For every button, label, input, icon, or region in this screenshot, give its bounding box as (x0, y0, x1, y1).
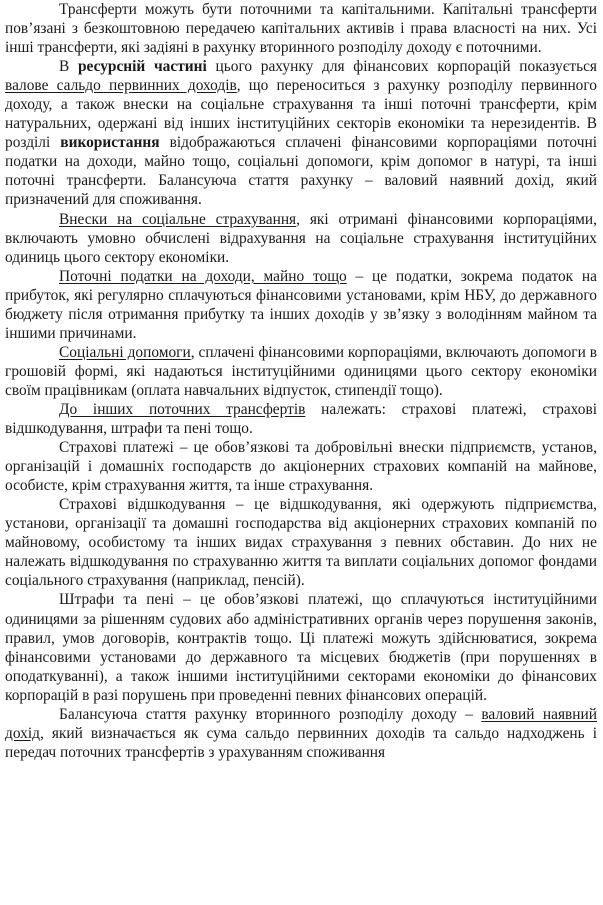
paragraph-text: , які отримані фінансовими корпораціями, включають умовно обчислені відрахування на соціальне страхування інституційних одиниць цього сектору економіки. (5, 210, 597, 266)
paragraph-other-current-transfers (5, 400, 597, 438)
underlined-term: Соціальні допомоги (59, 343, 191, 361)
paragraph-text: належать: страхові платежі, страхові відшкодування, штрафи та пені тощо. (5, 400, 598, 438)
paragraph-transfers-types (5, 0, 597, 57)
paragraph-text: Балансуюча стаття рахунку вторинного розподілу доходу – (59, 705, 482, 723)
paragraph-resource-side (5, 57, 597, 209)
paragraph-text: Страхові платежі – це обов’язкові та добровільні внески підприємств, установ, організацій і домашніх господарств до акціонерних страхових компаній на майнове, особисте, крім страхування життя, та інше страхування. (5, 439, 597, 495)
paragraph-text: В (59, 58, 78, 76)
paragraph-social-contributions (5, 210, 597, 267)
paragraph-text: відображаються сплачені фінансовими корпораціями поточні податки на доходи, майно тощо, соціальні допомоги, крім допомог в натурі, та інші поточні трансферти. Балансуюча стаття рахунку – валовий наявний дохід, який призначений для споживання. (5, 134, 597, 209)
paragraph-balancing-item (5, 705, 597, 762)
paragraph-insurance-payments (5, 438, 597, 495)
paragraph-fines (5, 590, 597, 704)
underlined-term: Внески на соціальне страхування (59, 210, 297, 228)
paragraph-text: цього рахунку для фінансових корпорацій показується (206, 58, 597, 76)
paragraph-text: , сплачені фінансовими корпораціями, включають допомоги в грошовій формі, які надаються інституційними одиницями цього сектору економіки своїм працівникам (оплата навчальних відпусток, стипендії тощо). (5, 343, 597, 399)
paragraph-social-benefits (5, 343, 597, 400)
underlined-term: валовий наявний дохід (5, 705, 597, 742)
paragraph-text: Штрафи та пені – це обов’язкові платежі, що сплачуються інституційними одиницями за рішенням судових або адміністративних органів через порушення законів, правил, умов договорів, контрактів тощо. Ці платежі можуть здійснюватися, зокрема фінансовими установами до державного та місцевих бюджетів (при порушеннях в оподаткуванні), а також іншими інституційними секторами економіки до фінансових корпорацій в разі порушень при проведенні певних фінансових операцій. (5, 591, 597, 704)
paragraph-insurance-claims (5, 495, 597, 590)
underlined-term: валове сальдо первинних доходів (5, 77, 237, 95)
bold-term: використання (60, 134, 160, 152)
paragraph-text: , що переноситься з рахунку розподілу первинного доходу, а також внески на соціальне страхування та інші поточні трансферти, крім натуральних, одержані від інших інституційних секторів економіки та нерезидентів. В розділі (5, 77, 598, 152)
bold-term: ресурсній частині (77, 58, 207, 76)
paragraph-text: Страхові відшкодування – це відшкодування, які одержують підприємства, установи, організації та домашні господарства від акціонерних страхових компаній по майновому, особистому та інших видах страхування з певних обставин. До них не належать відшкодування по страхуванню життя та виплати соціальних допомог фондами соціального страхування (наприклад, пенсій). (5, 496, 597, 590)
underlined-term: Поточні податки на доходи, майно тощо (59, 267, 347, 285)
underlined-term: До інших поточних трансфертів (59, 400, 306, 418)
paragraph-text: Трансферти можуть бути поточними та капітальними. Капітальні трансферти пов’язані з безкоштовною передачею капітальних активів і права власності на них. Усі інші трансферти, які задіяні в рахунку вторинного розподілу доходу є поточними. (5, 1, 597, 57)
paragraph-current-taxes (5, 267, 597, 343)
paragraph-text: , який визначається як сума сальдо первинних доходів та сальдо надходжень і передач поточних трансфертів з урахуванням споживання (5, 724, 597, 761)
paragraph-text: – це податки, зокрема податок на прибуток, які регулярно сплачуються фінансовими установами, крім НБУ, до державного бюджету після отримання прибутку та інших доходів у зв’язку з володінням майном та іншими причинами. (5, 267, 597, 342)
